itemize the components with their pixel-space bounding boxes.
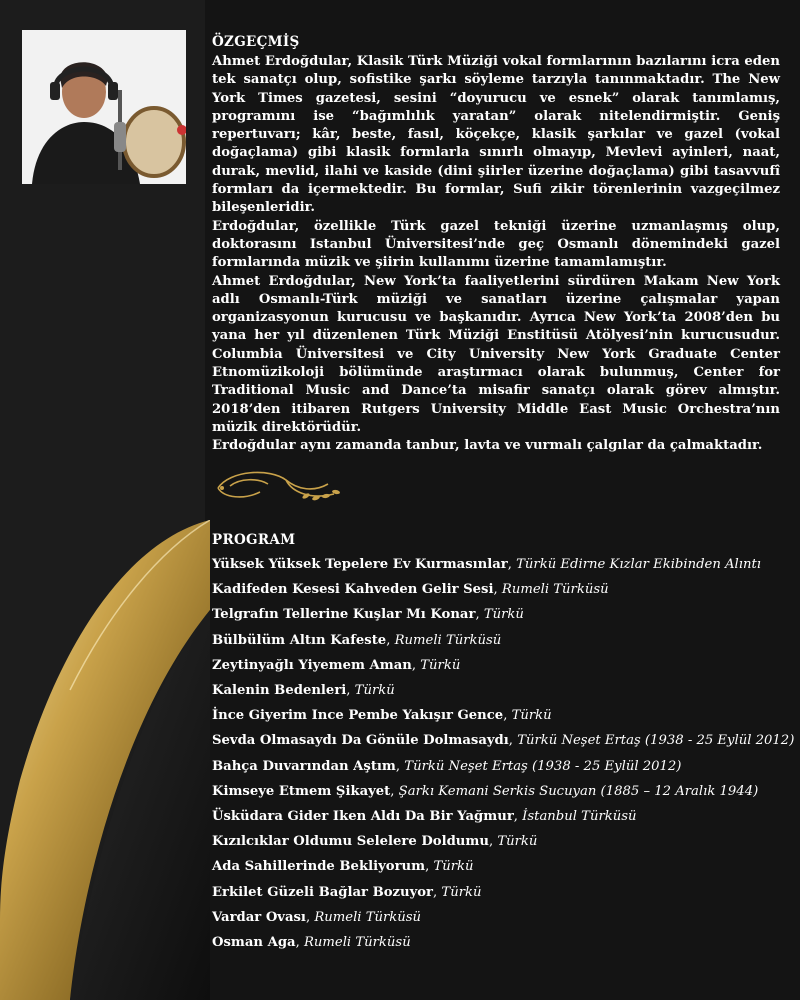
program-item: Bülbülüm Altın Kafeste, Rumeli Türküsü xyxy=(212,632,502,648)
program-item-genre: Türkü xyxy=(497,834,538,850)
program-item: Üsküdara Gider Iken Aldı Da Bir Yağmur, İstanbul Türküsü xyxy=(212,809,637,825)
program-item-genre: İstanbul Türküsü xyxy=(522,809,637,825)
program-item-title: Kalenin Bedenleri xyxy=(212,683,347,699)
program-item-title: İnce Giyerim Ince Pembe Yakışır Gence xyxy=(212,708,504,724)
program-item-genre: Türkü xyxy=(420,657,461,673)
program-item-genre: Türkü xyxy=(354,683,395,699)
biography-section xyxy=(212,34,780,456)
program-item-genre: Türkü Neşet Ertaş (1938 - 25 Eylül 2012) xyxy=(404,758,682,774)
program-item-title: Kimseye Etmem Şikayet xyxy=(212,783,391,799)
program-item-title: Bülbülüm Altın Kafeste xyxy=(212,632,387,648)
program-item: Vardar Ovası, Rumeli Türküsü xyxy=(212,909,422,925)
gold-ornament-icon xyxy=(210,462,345,510)
program-item: Kadifeden Kesesi Kahveden Gelir Sesi, Rumeli Türküsü xyxy=(212,582,609,598)
program-item-title: Bahça Duvarından Aştım xyxy=(212,758,396,774)
program-item: Telgrafın Tellerine Kuşlar Mı Konar, Türkü xyxy=(212,607,524,623)
program-item-title: Ada Sahillerinde Bekliyorum xyxy=(212,859,426,875)
program-item: Osman Aga, Rumeli Türküsü xyxy=(212,935,411,951)
program-item: Kimseye Etmem Şikayet, Şarkı Kemani Serkis Sucuyan (1885 – 12 Aralık 1944) xyxy=(212,783,759,799)
program-item-title: Kızılcıklar Oldumu Selelere Doldumu xyxy=(212,834,489,850)
biography-paragraph: Ahmet Erdoğdular, New York’ta faaliyetlerini sürdüren Makam New York adlı Osmanlı-Türk müziği ve sanatları üzerine çalışmalar yapan organizasyonun kurucusu ve başkanıdır. Ayrıca New York’ta 2008’den bu yana her yıl düzenlenen Türk Müziği Enstitüsü Atölyesi’nin kurucusudur. Columbia Üniversitesi ve City University New York Graduate Center Etnomüzikoloji bölümünde araştırmacı olarak bulunmuş, Center for Traditional Music and Dance’ta misafir sanatçı olarak görev almıştır. 2018’den itibaren Rutgers University Middle East Music Orchestra’nın müzik direktörüdür. xyxy=(212,273,780,435)
program-item: Yüksek Yüksek Tepelere Ev Kurmasınlar, Türkü Edirne Kızlar Ekibinden Alıntı xyxy=(212,557,761,572)
program-item-genre: Rumeli Türküsü xyxy=(303,935,411,951)
program-item: Bahça Duvarından Aştım, Türkü Neşet Ertaş (1938 - 25 Eylül 2012) xyxy=(212,758,682,774)
program-item-genre: Rumeli Türküsü xyxy=(501,582,609,598)
biography-text xyxy=(212,53,780,456)
biography-title: ÖZGEÇMİŞ xyxy=(212,34,300,50)
program-item: İnce Giyerim Ince Pembe Yakışır Gence, Türkü xyxy=(212,708,552,724)
program-list xyxy=(212,552,795,955)
program-item-genre: Türkü xyxy=(433,859,474,875)
program-item-title: Telgrafın Tellerine Kuşlar Mı Konar xyxy=(212,607,476,623)
program-item-title: Sevda Olmasaydı Da Gönüle Dolmasaydı xyxy=(212,733,509,749)
program-item-genre: Türkü Neşet Ertaş (1938 - 25 Eylül 2012) xyxy=(517,733,795,749)
program-item-genre: Türkü xyxy=(483,607,524,623)
program-item-title: Zeytinyağlı Yiyemem Aman xyxy=(212,657,412,673)
program-item: Kızılcıklar Oldumu Selelere Doldumu, Türkü xyxy=(212,834,538,850)
program-title: PROGRAM xyxy=(212,532,296,548)
program-item-genre: Rumeli Türküsü xyxy=(314,909,422,925)
program-item: Kalenin Bedenleri, Türkü xyxy=(212,683,395,699)
biography-paragraph: Erdoğdular aynı zamanda tanbur, lavta ve vurmalı çalgılar da çalmaktadır. xyxy=(212,438,763,454)
program-item-title: Vardar Ovası xyxy=(212,909,306,925)
program-item-genre: Türkü xyxy=(511,708,552,724)
program-item-title: Erkilet Güzeli Bağlar Bozuyor xyxy=(212,884,434,900)
biography-paragraph: Ahmet Erdoğdular, Klasik Türk Müziği vokal formlarının bazılarını icra eden tek sanatçı olup, sofistike şarkı söyleme tarzıyla tanınmaktadır. The New York Times gazetesi, sesini “doyurucu ve esnek” olarak tanımlamış, programını ise “bağımlılık yaratan” olarak nitelendirmiştir. Geniş repertuvarı; kâr, beste, fasıl, köçekçe, klasik şarkılar ve gazel (vokal doğaçlama) gibi klasik formlarla sınırlı olmayıp, Mevlevi ayinleri, naat, durak, mevlid, ilahi ve kaside (dini şiirler üzerine doğaçlama) gibi tasavvufî formları da içermektedir. Bu formlar, Sufi zikir törenlerinin vazgeçilmez bileşenleridir. xyxy=(212,54,780,216)
program-item-genre: Türkü Edirne Kızlar Ekibinden Alıntı xyxy=(516,557,761,572)
program-item: Sevda Olmasaydı Da Gönüle Dolmasaydı, Türkü Neşet Ertaş (1938 - 25 Eylül 2012) xyxy=(212,733,795,749)
program-item: Ada Sahillerinde Bekliyorum, Türkü xyxy=(212,859,474,875)
program-item-title: Osman Aga xyxy=(212,935,296,951)
program-item-title: Üsküdara Gider Iken Aldı Da Bir Yağmur xyxy=(212,809,514,825)
program-item-genre: Şarkı Kemani Serkis Sucuyan (1885 – 12 Aralık 1944) xyxy=(398,783,759,799)
program-item: Erkilet Güzeli Bağlar Bozuyor, Türkü xyxy=(212,884,482,900)
program-item: Zeytinyağlı Yiyemem Aman, Türkü xyxy=(212,657,461,673)
program-item-title: Yüksek Yüksek Tepelere Ev Kurmasınlar xyxy=(212,557,508,572)
program-item-genre: Rumeli Türküsü xyxy=(394,632,502,648)
biography-paragraph: Erdoğdular, özellikle Türk gazel tekniği üzerine uzmanlaşmış olup, doktorasını Istanbul Üniversitesi’nde geç Osmanlı dönemindeki gazel formlarında müzik ve şiirin kullanımı üzerine tamamlamıştır. xyxy=(212,218,780,271)
gold-swoosh-decoration xyxy=(0,520,210,1000)
program-item-title: Kadifeden Kesesi Kahveden Gelir Sesi xyxy=(212,582,494,598)
artist-photo xyxy=(22,30,186,184)
program-section xyxy=(212,532,795,955)
program-item-genre: Türkü xyxy=(441,884,482,900)
